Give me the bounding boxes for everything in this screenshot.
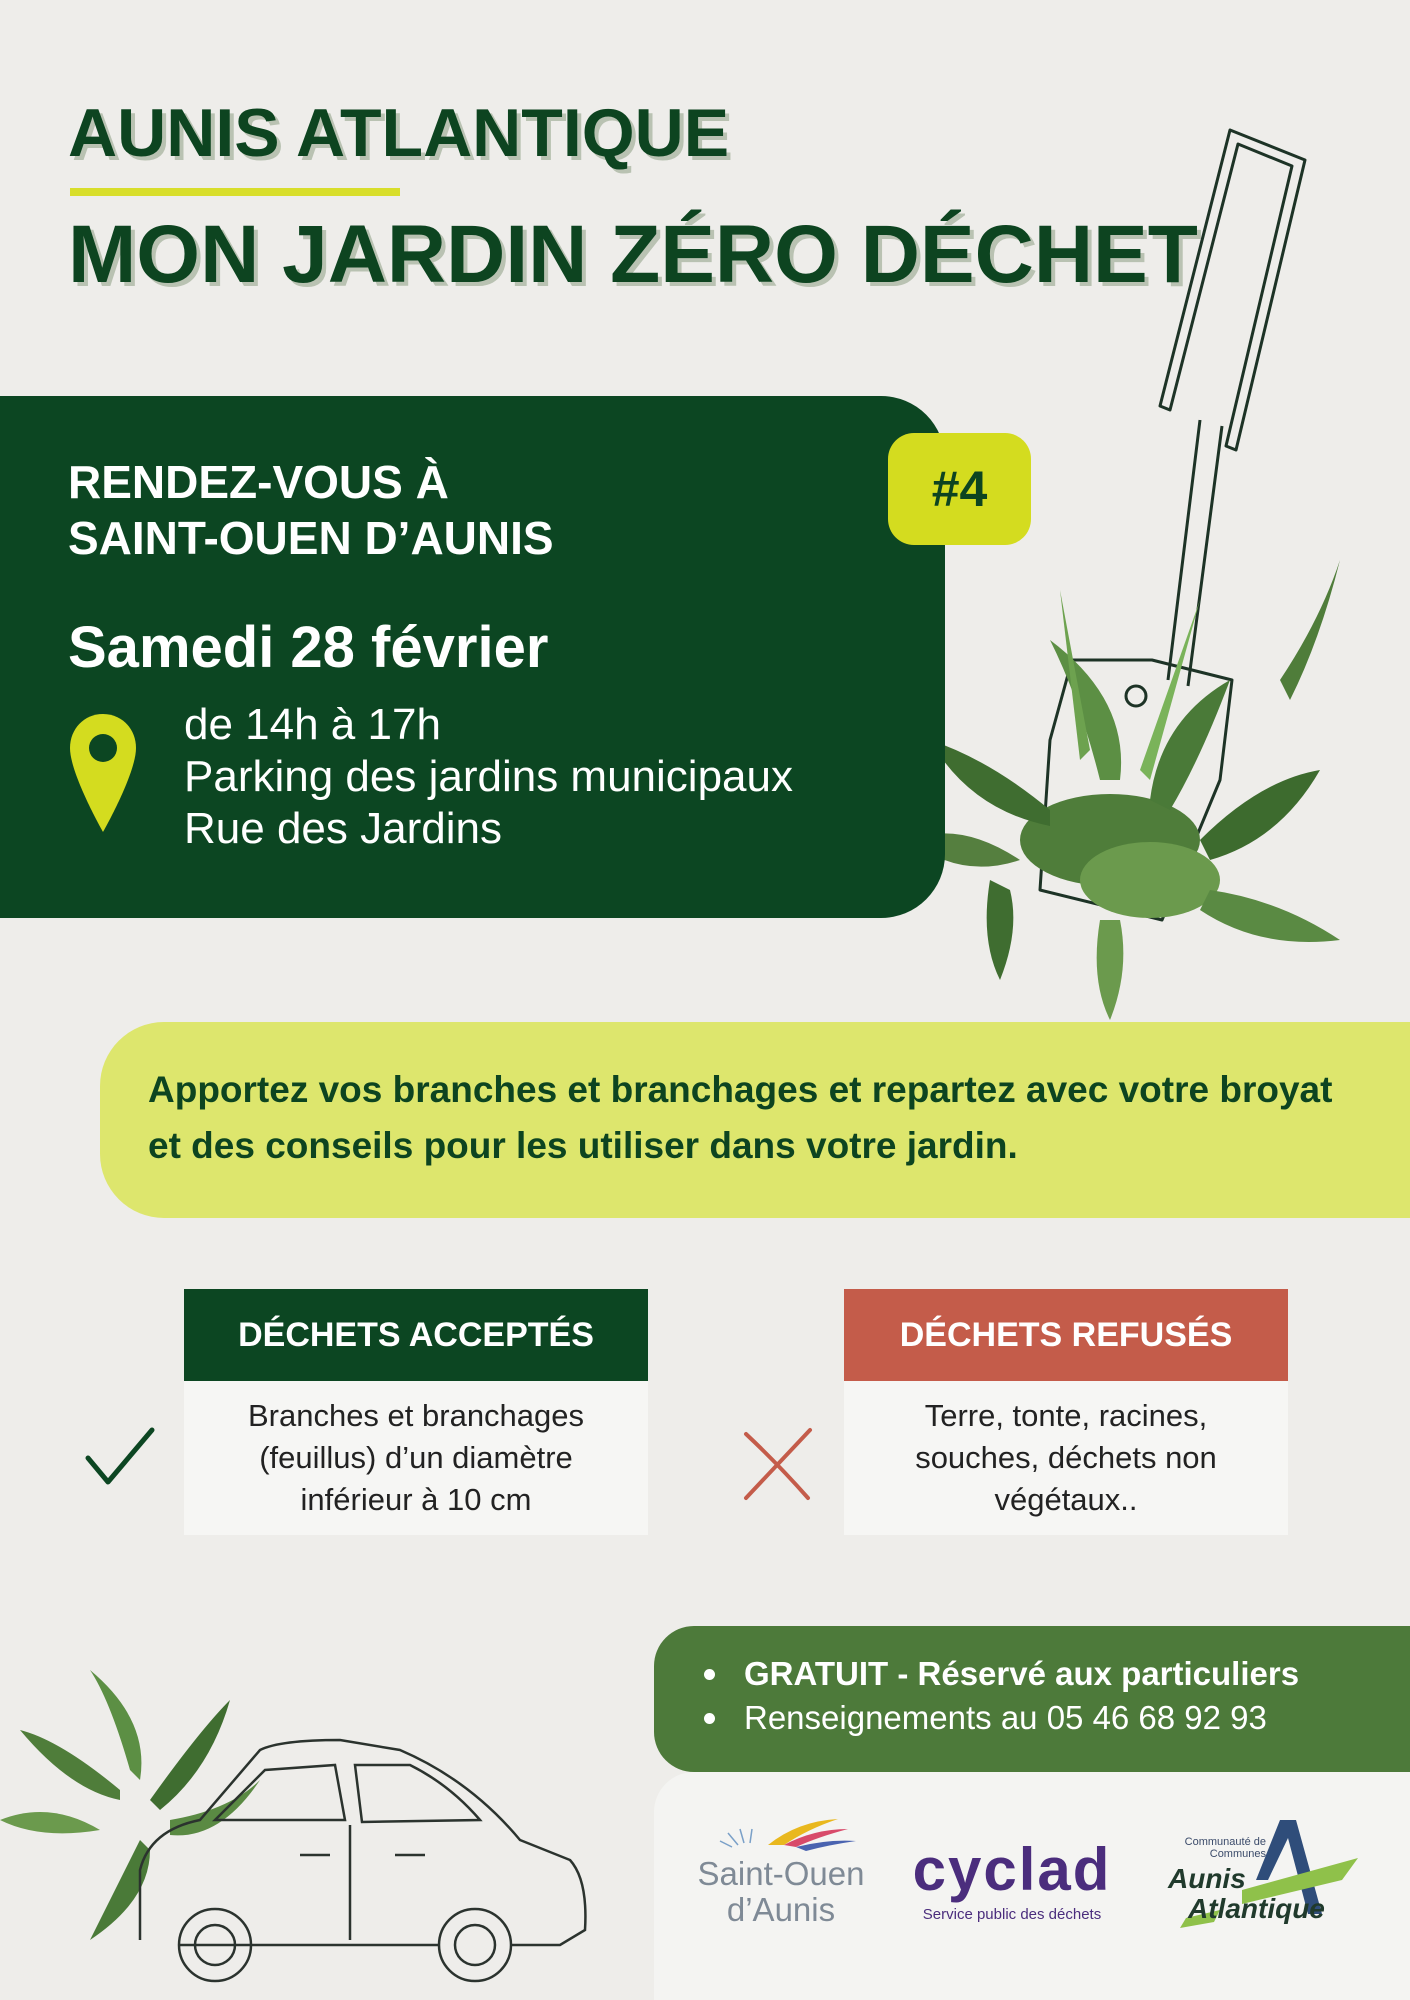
cyclad-tagline: Service public des déchets <box>922 1906 1102 1923</box>
accepted-title: DÉCHETS ACCEPTÉS <box>184 1289 648 1381</box>
rendezvous-line1: RENDEZ-VOUS À <box>68 456 449 508</box>
check-icon <box>82 1424 158 1490</box>
message-text: Apportez vos branches et branchages et repartez avec votre broyat et des conseils pour les utiliser dans votre jardin. <box>148 1069 1333 1166</box>
edition-badge: #4 <box>888 433 1031 545</box>
event-date: Samedi 28 février <box>68 615 549 680</box>
location-pin-icon <box>68 712 138 834</box>
refused-box <box>844 1381 1288 1535</box>
saint-ouen-line1: Saint-Ouen <box>697 1855 865 1892</box>
plant-illustration <box>0 1670 260 1940</box>
event-time: de 14h à 17h <box>184 700 441 749</box>
info-list <box>700 1652 1299 1740</box>
car-illustration <box>0 1640 600 2000</box>
accepted-text: Branches et branchages (feuillus) d’un diamètre inférieur à 10 cm <box>247 1398 585 1517</box>
title-line1: AUNIS ATLANTIQUE <box>68 95 730 171</box>
event-place: Parking des jardins municipaux <box>184 752 793 801</box>
rendezvous-line2: SAINT-OUEN D’AUNIS <box>68 512 554 564</box>
aa-line1: Aunis <box>1168 1863 1246 1894</box>
cyclad-logo <box>906 1836 1118 1923</box>
refused-text: Terre, tonte, racines, souches, déchets non végétaux.. <box>915 1398 1217 1517</box>
rendezvous-heading <box>68 454 554 566</box>
refused-title: DÉCHETS REFUSÉS <box>844 1289 1288 1381</box>
saint-ouen-logo <box>688 1815 874 1928</box>
event-details <box>184 699 793 855</box>
title-underline <box>70 188 400 196</box>
event-street: Rue des Jardins <box>184 804 502 853</box>
aunis-atlantique-logo <box>1152 1818 1362 1938</box>
cross-icon <box>738 1424 818 1504</box>
saint-ouen-line2: d’Aunis <box>726 1891 836 1928</box>
title-line2: MON JARDIN ZÉRO DÉCHET <box>68 209 1198 300</box>
aa-small-text: Communauté de Communes <box>1184 1836 1266 1860</box>
cyclad-name: cyclad <box>912 1836 1112 1903</box>
info-item-free: GRATUIT - Réservé aux particuliers <box>700 1652 1299 1696</box>
aa-line2: Atlantique <box>1188 1893 1325 1924</box>
accepted-box <box>184 1381 648 1535</box>
saint-ouen-emblem-icon <box>688 1815 874 1851</box>
shovel-illustration <box>900 120 1410 1080</box>
info-item-contact: Renseignements au 05 46 68 92 93 <box>700 1696 1299 1740</box>
